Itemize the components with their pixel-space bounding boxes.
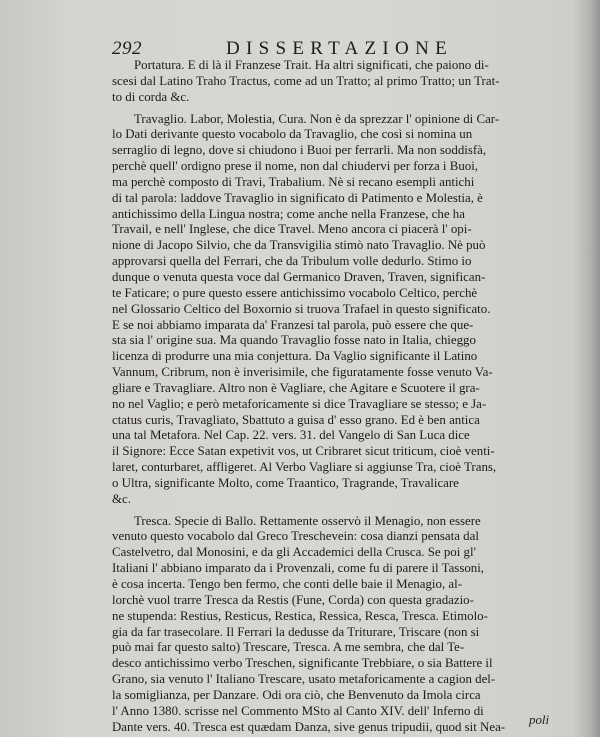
text-line: Travaglio. Labor, Molestia, Cura. Non è da sprezzar l' opinione di Car- — [134, 111, 500, 126]
text-line: &c. — [112, 491, 131, 506]
text-line: serraglio di legno, dove si chiudono i Buoi per ferrarli. Ma non soddisfà, — [112, 143, 487, 158]
text-line: Dante vers. 40. Tresca est quædam Danza, sive genus tripudii, quod sit Nea- — [112, 719, 506, 734]
text-line: di tal parola: laddove Travaglio in significato di Patimento e Molestia, è — [112, 190, 483, 205]
text-line: scesi dal Latino Traho Tractus, come ad un Tratto; al primo Tratto; un Trat- — [112, 73, 500, 88]
text-line: la somiglianza, per Danzare. Odi ora ciò, che Benvenuto da Imola circa — [112, 687, 481, 702]
text-line: sta sia l' origine sua. Ma quando Travaglio fosse nato in Italia, chieggo — [112, 333, 476, 348]
text-line: no nel Vaglio; e però metaforicamente si dice Travagliare se stesso; e Ja- — [112, 396, 487, 411]
text-line: approvarsi quella del Ferrari, che da Tribulum volle dedurlo. Stimo io — [112, 254, 472, 269]
text-line: lo Dati derivante questo vocabolo da Travaglio, che così si nomina un — [112, 127, 473, 142]
text-line: to di corda &c. — [112, 89, 190, 104]
page-number: 292 — [112, 38, 142, 59]
text-line: ma perchè composto di Travi, Trabalium. Nè si recano esempli antichi — [112, 174, 475, 189]
text-line: licenza di produrre una mia conjettura. Da Vaglio significante il Latino — [112, 349, 478, 364]
text-line: gia da far trasecolare. Il Ferrari la dedusse da Triturare, Triscare (non si — [112, 624, 480, 639]
paragraph-travaglio — [112, 112, 560, 508]
text-line: Vannum, Cribrum, non è inverisimile, che figuratamente fosse venuto Va- — [112, 365, 493, 380]
text-line: desco antichissimo verbo Treschen, significante Trebbiare, o sia Battere il — [112, 656, 493, 671]
text-line: Grano, sia venuto l' Italiano Trescare, usato metaforicamente a cagion del- — [112, 672, 496, 687]
paragraph-portatura — [112, 58, 560, 106]
text-line: laret, conturbaret, affligeret. Al Verbo Vagliare si aggiunse Tra, cioè Trans, — [112, 460, 497, 475]
text-line: nione di Jacopo Silvio, che da Transvigilia stimò nato Travaglio. Nè può — [112, 238, 486, 253]
text-line: può mai far questo salto) Trescare, Tresca. A me sembra, che dal Te- — [112, 640, 465, 655]
body-text — [112, 58, 560, 735]
running-title: DISSERTAZIONE — [226, 38, 454, 59]
paragraph-tresca — [112, 514, 560, 736]
text-line: lorchè vuol trarre Tresca da Restis (Fune, Corda) con questa gradazio- — [112, 592, 474, 607]
text-line: perchè quell' ordigno prese il nome, non dal chiudervi per forza i Buoi, — [112, 159, 479, 174]
text-line: Castelvetro, dal Monosini, e da gli Accademici della Crusca. Se poi gl' — [112, 545, 476, 560]
text-line: antichissimo della Lingua nostra; come anche nella Franzese, che ha — [112, 206, 465, 221]
text-line: dunque o venuta questa voce dal Germanico Draven, Traven, significan- — [112, 269, 486, 284]
trailing-word: poli — [529, 713, 550, 727]
text-line: te Faticare; o pure questo essere antichissimo vocabolo Celtico, perchè — [112, 285, 478, 300]
text-line: ne stupenda: Restius, Resticus, Restica, Ressica, Resca, Tresca. Etimolo- — [112, 608, 488, 623]
text-line: ctatus curis, Travagliato, Sbattuto a guisa d' esso grano. Ed è ben antica — [112, 412, 480, 427]
text-line: il Signore: Ecce Satan expetivit vos, ut Cribraret sicut triticum, cioè venti- — [112, 444, 495, 459]
text-line: è cosa incerta. Tengo ben fermo, che conti delle baie il Menagio, al- — [112, 577, 462, 591]
text-line: una tal Metafora. Nel Cap. 22. vers. 31. del Vangelo di San Luca dice — [112, 428, 470, 443]
text-line: l' Anno 1380. scrisse nel Commento MSto al Canto XIV. dell' Inferno di — [112, 703, 484, 718]
page-gutter-shadow — [572, 0, 600, 737]
text-line: venuto questo vocabolo dal Greco Treschevein: cosa dianzi pensata dal — [112, 529, 479, 544]
text-line: gliare e Travagliare. Altro non è Vagliare, che Agitare e Scuotere il gra- — [112, 380, 480, 395]
text-line: E se noi abbiamo imparata da' Franzesi tal parola, può essere che que- — [112, 317, 474, 332]
text-line: Italiani l' abbiano imparato da i Provenzali, come fu di parere il Tassoni, — [112, 561, 485, 576]
text-line: Tresca. Specie di Ballo. Rettamente osservò il Menagio, non essere — [134, 513, 481, 528]
text-line: Travail, e nell' Inglese, che dice Travel. Meno ancora ci piacerà l' opi- — [112, 222, 472, 237]
text-line: Portatura. E di là il Franzese Trait. Ha altri significati, che paiono di- — [134, 58, 489, 72]
text-line: o Ultra, significante Molto, come Traantico, Tragrande, Travalicare — [112, 475, 459, 490]
text-line: nel Glossario Celtico del Boxornio si truova Trafael in questo significato. — [112, 301, 491, 316]
